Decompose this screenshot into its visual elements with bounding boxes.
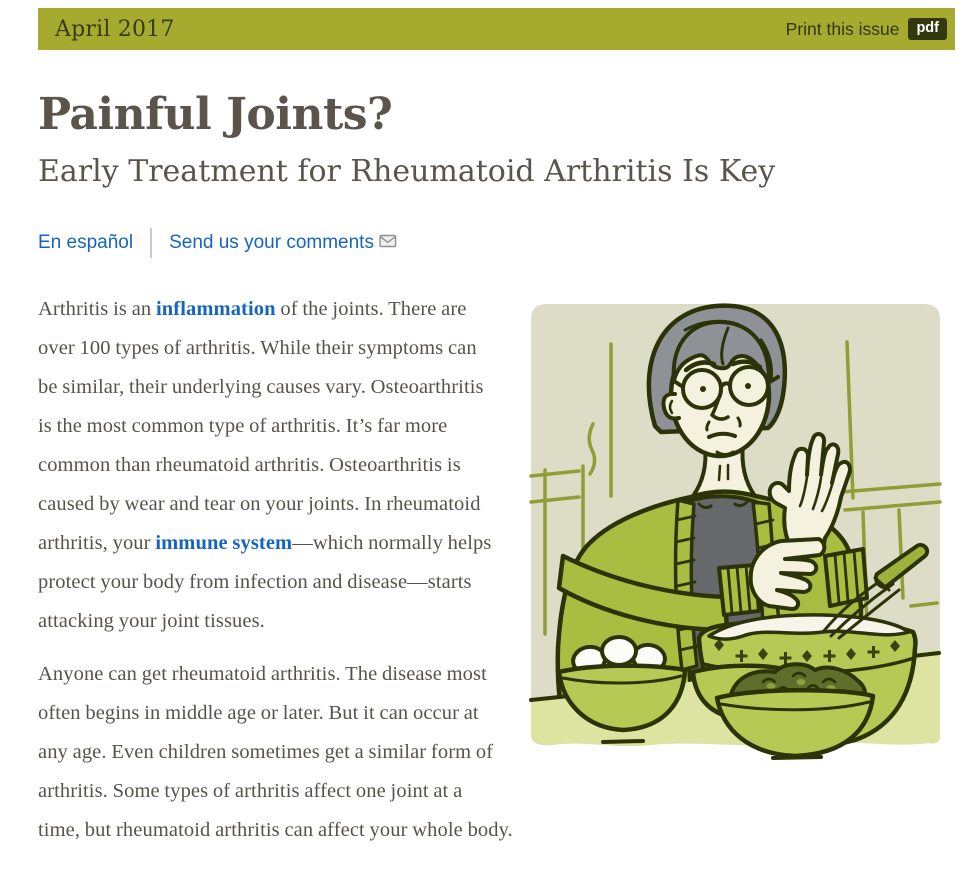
p1-text: of the joints. There are over 100 types of arthritis. While their symptoms can be similar, their underlying causes vary. Osteoarthritis is the most common type of arthritis. It’s far more common than rheumatoid arthritis. Osteoarthritis is caused by wear and tear on your joints. In rheumatoid arthritis, your — [38, 298, 484, 554]
content — [38, 90, 948, 850]
utility-links — [38, 228, 948, 258]
kitchen-illustration — [523, 298, 948, 768]
article-body — [38, 290, 948, 850]
page-subtitle: Early Treatment for Rheumatoid Arthritis Is Key — [38, 154, 776, 189]
p1-text: Arthritis is an — [38, 298, 156, 320]
link-separator — [150, 228, 152, 258]
print-issue-link[interactable]: Print this issue — [785, 18, 900, 39]
page-title: Painful Joints? — [38, 89, 393, 140]
issue-date: April 2017 — [55, 16, 175, 42]
immune-system-link[interactable]: immune system — [155, 532, 293, 554]
p1-text: ​—which normally helps protect your body from infection and disease​—starts attacking your joint tissues. — [38, 532, 492, 632]
comments-link[interactable]: Send us your comments — [169, 232, 374, 253]
envelope-icon[interactable] — [379, 234, 397, 253]
issue-bar — [38, 8, 955, 50]
en-espanol-link[interactable]: En español — [38, 232, 134, 253]
paragraph-2: Anyone can get rheumatoid arthritis. The disease most often begins in middle age or later. But it can occur at any age. Even children sometimes get a similar form of arthritis. Some types of arthritis affect one joint at a time, but rheumatoid arthritis can affect your whole body. — [38, 663, 513, 841]
pdf-badge[interactable]: pdf — [908, 18, 947, 41]
inflammation-link[interactable]: inflammation — [155, 298, 276, 320]
